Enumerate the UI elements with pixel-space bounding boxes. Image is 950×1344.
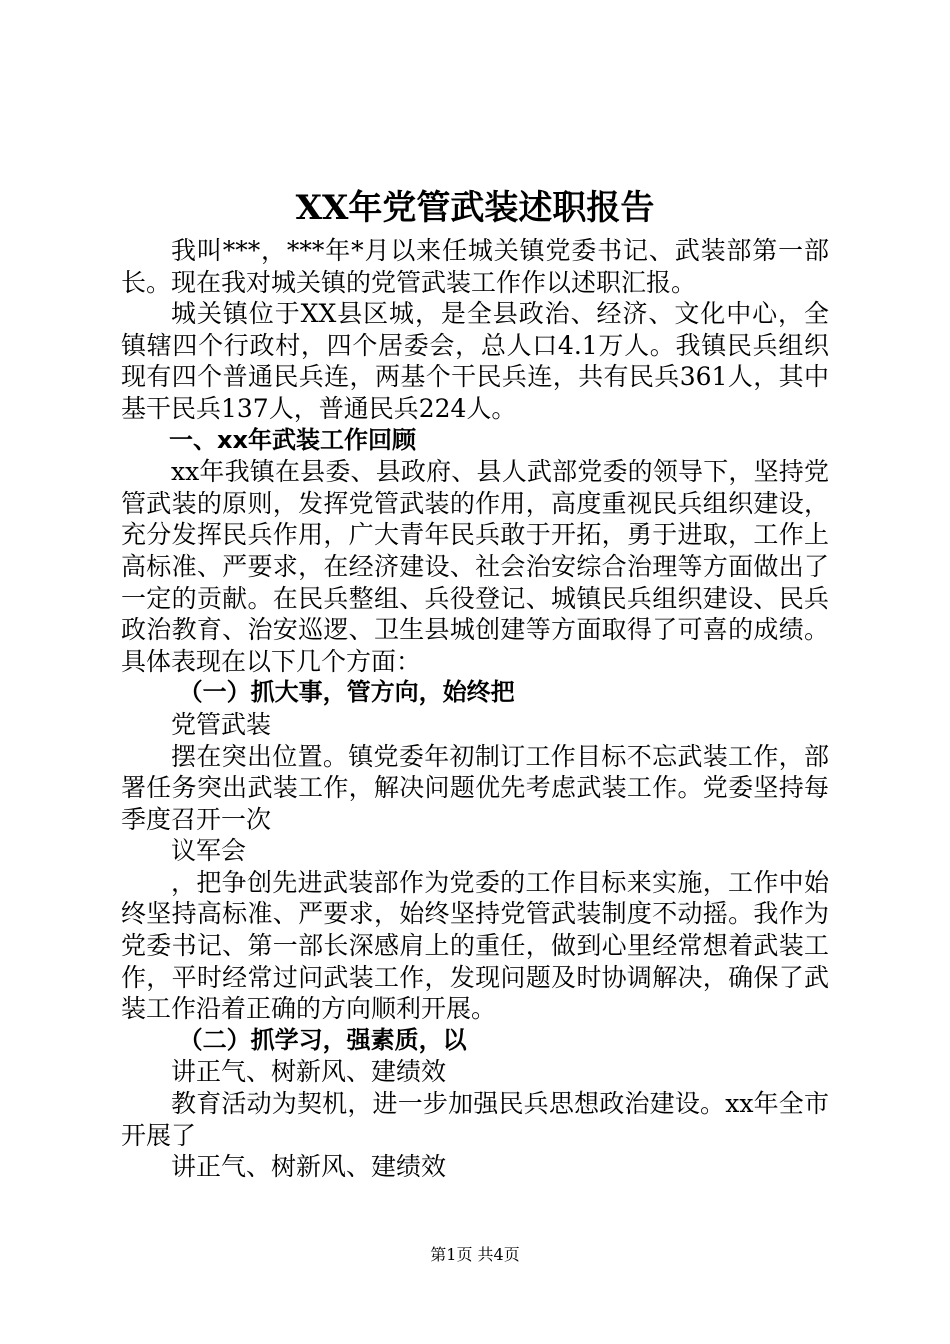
paragraph-fragment: 讲正气、树新风、建绩效 bbox=[171, 1152, 447, 1182]
paragraph-fragment: 党管武装 bbox=[171, 709, 272, 739]
paragraph-leadership: ，把争创先进武装部作为党委的工作目标来实施，工作中始终坚持高标准、严要求，始终坚持党管武装制度不动摇。我作为党委书记、第一部长深感肩上的重任，做到心里经常想着武装工作，平时经常过问武装工作，发现问题及时协调解决，确保了武装工作沿着正确的方向顺利开展。 bbox=[121, 867, 829, 1024]
page-footer: 第1页 共4页 bbox=[430, 1245, 520, 1264]
paragraph-town-overview: 城关镇位于XX县区城，是全县政治、经济、文化中心，全镇辖四个行政村，四个居委会，总人口4.1万人。我镇民兵组织现有四个普通民兵连，两基个干民兵连，共有民兵361人，其中基干民兵137人，普通民兵224人。 bbox=[121, 299, 829, 423]
paragraph-fragment: 讲正气、树新风、建绩效 bbox=[171, 1057, 447, 1087]
paragraph-priority: 摆在突出位置。镇党委年初制订工作目标不忘武装工作，部署任务突出武装工作，解决问题优先考虑武装工作。党委坚持每季度召开一次 bbox=[121, 741, 829, 834]
section-heading-review: 一、xx年武装工作回顾 bbox=[169, 425, 416, 454]
paragraph-education: 教育活动为契机，进一步加强民兵思想政治建设。xx年全市开展了 bbox=[121, 1089, 829, 1150]
paragraph-fragment: 议军会 bbox=[171, 836, 247, 866]
paragraph-intro: 我叫***，***年*月以来任城关镇党委书记、武装部第一部长。现在我对城关镇的党管武装工作作以述职汇报。 bbox=[121, 236, 829, 297]
subsection-heading-1: （一）抓大事，管方向，始终把 bbox=[178, 678, 515, 707]
document-title: XX年党管武装述职报告 bbox=[295, 188, 655, 228]
paragraph-review-summary: xx年我镇在县委、县政府、县人武部党委的领导下，坚持党管武装的原则，发挥党管武装的作用，高度重视民兵组织建设，充分发挥民兵作用，广大青年民兵敢于开拓，勇于进取，工作上高标准、严要求，在经济建设、社会治安综合治理等方面做出了一定的贡献。在民兵整组、兵役登记、城镇民兵组织建设、民兵政治教育、治安巡逻、卫生县城创建等方面取得了可喜的成绩。具体表现在以下几个方面： bbox=[121, 457, 829, 676]
document-body bbox=[121, 235, 829, 1183]
subsection-heading-2: （二）抓学习，强素质，以 bbox=[178, 1025, 467, 1054]
